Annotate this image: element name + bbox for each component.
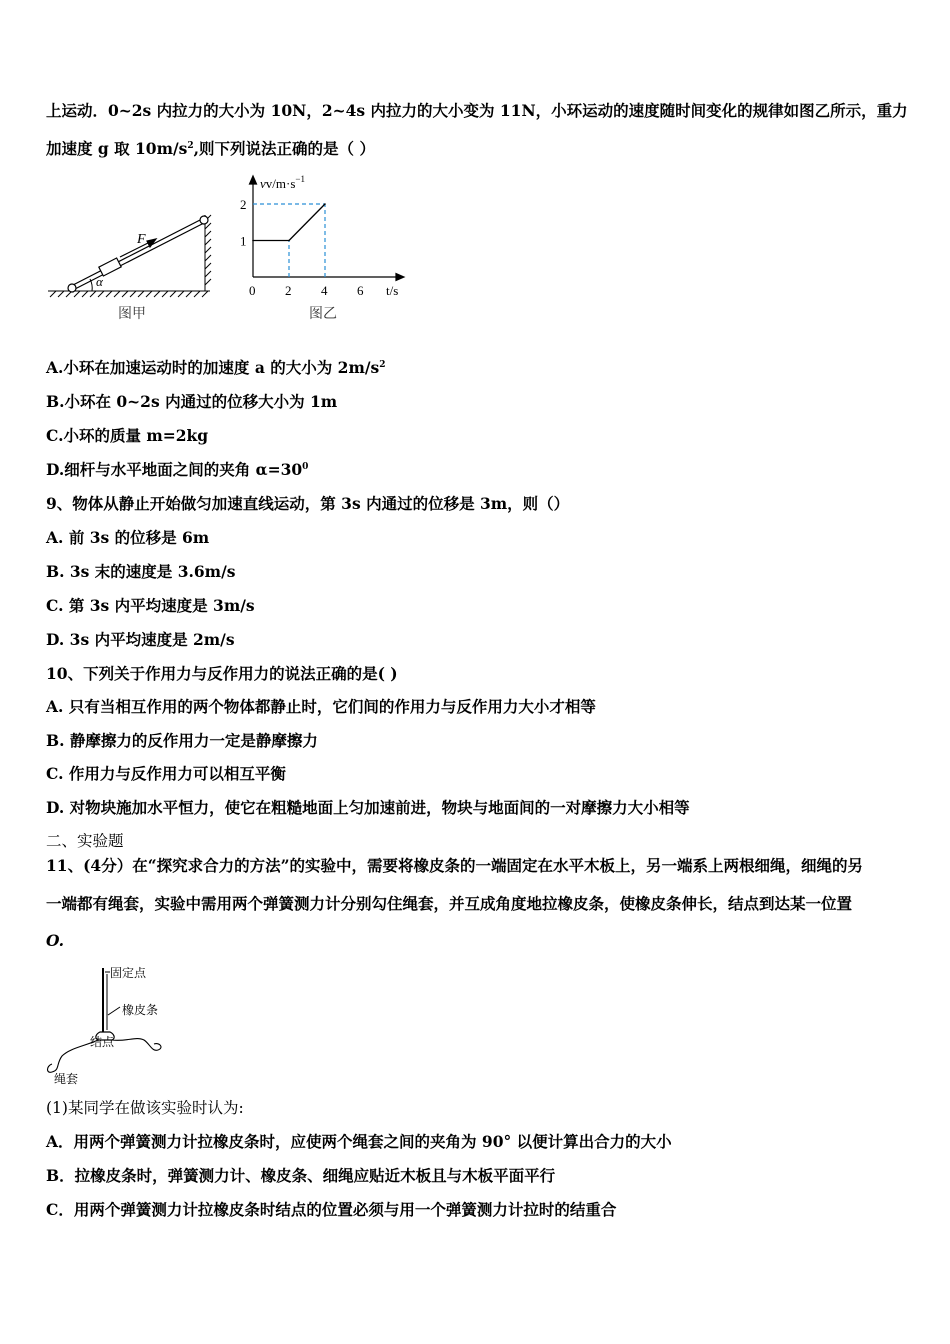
figure-yi-caption: 图乙 xyxy=(309,307,337,322)
label-knot: 结点 xyxy=(90,1035,115,1049)
rubber-band-leader xyxy=(108,1007,120,1015)
q8-stem-line2-text: 加速度 g 取 10m/s xyxy=(46,139,188,158)
q9-option-d: D. 3s 内平均速度是 2m/s xyxy=(46,630,235,649)
q8-stem-line2 xyxy=(46,139,375,159)
q11-stem-line3: O. xyxy=(46,931,64,950)
q10-option-b: B. 静摩擦力的反作用力一定是静摩擦力 xyxy=(46,731,318,750)
slanted-rod xyxy=(73,219,204,289)
label-loop: 绳套 xyxy=(54,1072,79,1086)
q11-option-b: B．拉橡皮条时，弹簧测力计、橡皮条、细绳应贴近木板且与木板平面平行 xyxy=(46,1166,556,1185)
q8-option-a xyxy=(46,358,386,378)
right-string xyxy=(112,1039,161,1051)
y-tick-label-1: 1 xyxy=(240,233,247,249)
q8-option-d-sup: 0 xyxy=(302,462,309,472)
q10-option-d: D. 对物块施加水平恒力，使它在粗糙地面上匀加速前进，物块与地面间的一对摩擦力大小相等 xyxy=(46,798,690,817)
chart-layer xyxy=(240,197,364,298)
q10-option-a: A. 只有当相互作用的两个物体都静止时，它们间的作用力与反作用力大小才相等 xyxy=(46,697,596,716)
q8-option-a-text: A.小环在加速运动时的加速度 a 的大小为 2m/s xyxy=(46,358,380,377)
q9-option-a: A. 前 3s 的位移是 6m xyxy=(46,528,210,547)
q8-option-c: C.小环的质量 m=2kg xyxy=(46,426,209,445)
force-label: F xyxy=(137,232,146,247)
q9-stem: 9、物体从静止开始做匀加速直线运动，第 3s 内通过的位移是 3m，则（） xyxy=(46,494,570,513)
bottom-pivot xyxy=(68,284,76,292)
q8-option-b: B.小环在 0~2s 内通过的位移大小为 1m xyxy=(46,392,338,411)
top-pivot xyxy=(200,216,208,224)
q11-sub1: (1)某同学在做该实验时认为: xyxy=(46,1099,244,1117)
q11-stem-line1: 11、(4分）在“探究求合力的方法”的实验中，需要将橡皮条的一端固定在水平木板上，另一端系上两根细绳，细绳的另 xyxy=(46,856,864,875)
vt-point-2 xyxy=(324,203,326,205)
y-axis-label-sup: −1 xyxy=(295,174,305,184)
q8-option-d xyxy=(46,460,308,480)
y-tick-label-2: 2 xyxy=(240,197,247,212)
x-tick-label-6: 6 xyxy=(357,283,364,298)
q11-option-c: C．用两个弹簧测力计拉橡皮条时结点的位置必须与用一个弹簧测力计拉时的结重合 xyxy=(46,1200,617,1219)
angle-label: α xyxy=(96,274,103,289)
label-fixed-point: 固定点 xyxy=(110,966,147,980)
x-axis-label: t/s xyxy=(386,283,399,298)
q8-stem-line1: 上运动．0~2s 内拉力的大小为 10N，2~4s 内拉力的大小变为 11N，小环运动的速度随时间变化的规律如图乙所示，重力 xyxy=(46,101,908,120)
q8-option-a-sup: 2 xyxy=(379,360,386,370)
y-axis-label-v: v xyxy=(260,176,266,191)
vt-point-0 xyxy=(252,240,254,242)
q8-stem-line2-sup: 2 xyxy=(187,141,194,151)
q10-option-c: C. 作用力与反作用力可以相互平衡 xyxy=(46,764,286,783)
q9-option-c: C. 第 3s 内平均速度是 3m/s xyxy=(46,596,255,615)
q8-option-d-text: D.细杆与水平地面之间的夹角 α=30 xyxy=(46,460,303,479)
label-rubber-band: 橡皮条 xyxy=(122,1003,159,1017)
vt-point-1 xyxy=(288,240,290,242)
x-tick-label-2: 2 xyxy=(285,283,292,298)
x-axis xyxy=(253,274,404,281)
q11-stem-line2: 一端都有绳套，实验中需用两个弹簧测力计分别勾住绳套，并互成角度地拉橡皮条，使橡皮条伸长，结点到达某一位置 xyxy=(46,894,853,913)
x-tick-label-0: 0 xyxy=(249,283,256,298)
section-heading-experiment: 二、实验题 xyxy=(46,832,124,850)
q9-option-b: B. 3s 末的速度是 3.6m/s xyxy=(46,562,236,581)
q11-option-a: A．用两个弹簧测力计拉橡皮条时，应使两个绳套之间的夹角为 90° 以便计算出合力的大小 xyxy=(46,1132,672,1151)
wall-hatching xyxy=(205,215,211,291)
figure-rubber-band xyxy=(40,962,180,1087)
y-axis-label-unit: v/m·s xyxy=(265,176,296,191)
x-tick-label-4: 4 xyxy=(321,283,328,298)
vt-segment-1 xyxy=(289,204,325,241)
figure-yi-vt-chart xyxy=(230,170,410,325)
figure-jia xyxy=(40,205,225,325)
y-axis xyxy=(250,176,257,277)
q10-stem: 10、下列关于作用力与反作用力的说法正确的是( ) xyxy=(46,664,398,683)
figure-jia-caption: 图甲 xyxy=(118,307,146,322)
y-axis-label xyxy=(260,174,305,191)
q8-stem-line2-tail: ,则下列说法正确的是（ ） xyxy=(193,139,375,158)
